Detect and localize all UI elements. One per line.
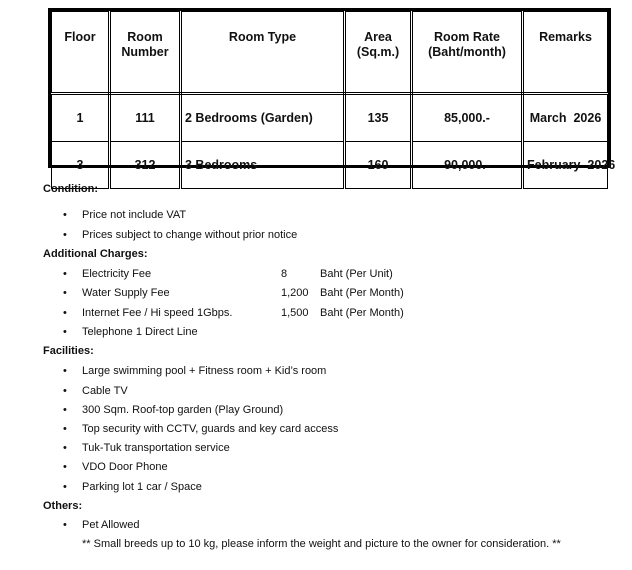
bullet-icon: • xyxy=(63,229,67,241)
bullet-icon: • xyxy=(63,209,67,221)
bullet-icon: • xyxy=(63,481,67,493)
room-availability-table xyxy=(48,8,616,172)
cell-floor: 1 xyxy=(52,94,110,142)
header-room-number: Room Number xyxy=(110,12,181,94)
header-room-type: Room Type xyxy=(181,12,345,94)
others-heading: Others: xyxy=(43,500,83,512)
cell-room-rate: 85,000.- xyxy=(412,94,523,142)
pet-policy-note: ** Small breeds up to 10 kg, please inform the weight and picture to the owner for consideration. ** xyxy=(82,538,561,550)
header-room-rate: Room Rate (Baht/month) xyxy=(412,12,523,94)
cell-room-number: 312 xyxy=(110,142,181,189)
cell-area: 135 xyxy=(345,94,412,142)
header-area: Area (Sq.m.) xyxy=(345,12,412,94)
cell-floor: 3 xyxy=(52,142,110,189)
bullet-icon: • xyxy=(63,423,67,435)
cell-remarks: February 2026 xyxy=(523,142,608,189)
bullet-icon: • xyxy=(63,519,67,531)
bullet-icon: • xyxy=(63,326,67,338)
bullet-icon: • xyxy=(63,365,67,377)
table-row xyxy=(52,94,608,142)
facilities-heading: Facilities: xyxy=(43,345,94,357)
table-header-row xyxy=(52,12,608,94)
bullet-icon: • xyxy=(63,442,67,454)
condition-heading: Condition: xyxy=(43,183,98,195)
bullet-icon: • xyxy=(63,385,67,397)
cell-room-number: 111 xyxy=(110,94,181,142)
header-floor: Floor xyxy=(52,12,110,94)
cell-room-type: 2 Bedrooms (Garden) xyxy=(181,94,345,142)
cell-remarks: March 2026 xyxy=(523,94,608,142)
header-remarks: Remarks xyxy=(523,12,608,94)
table-row xyxy=(52,142,608,189)
cell-area: 160 xyxy=(345,142,412,189)
cell-room-type: 3 Bedrooms xyxy=(181,142,345,189)
cell-room-rate: 90,000.- xyxy=(412,142,523,189)
additional-charges-heading: Additional Charges: xyxy=(43,248,148,260)
bullet-icon: • xyxy=(63,307,67,319)
bullet-icon: • xyxy=(63,461,67,473)
bullet-icon: • xyxy=(63,287,67,299)
bullet-icon: • xyxy=(63,404,67,416)
bullet-icon: • xyxy=(63,268,67,280)
